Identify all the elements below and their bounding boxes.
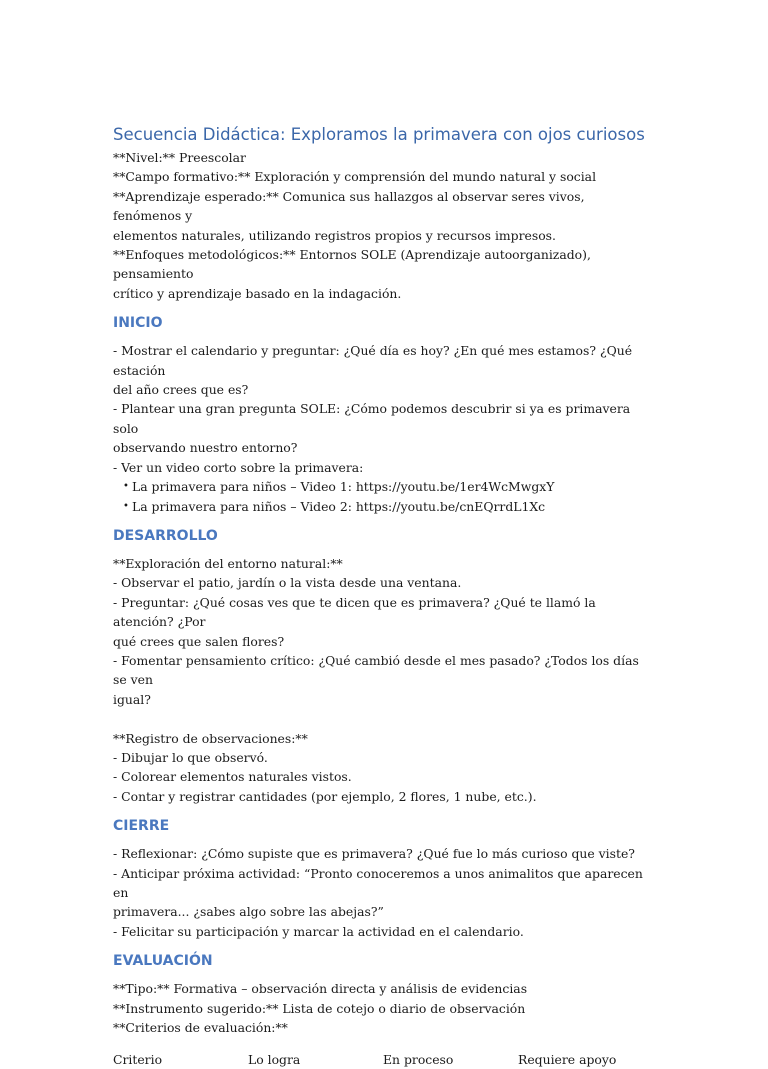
video-link-item[interactable]: • La primavera para niños – Video 2: https://youtu.be/cnEQrrdL1Xc: [125, 497, 653, 516]
text-line: - Anticipar próxima actividad: “Pronto conoceremos a unos animalitos que aparecen en: [113, 865, 643, 900]
section-cierre: [113, 844, 653, 941]
text-line: - Observar el patio, jardín o la vista desde una ventana.: [113, 575, 462, 591]
section-heading-desarrollo: DESARROLLO: [113, 527, 218, 544]
header-info: [113, 148, 653, 303]
text-line: - Contar y registrar cantidades (por ejemplo, 2 flores, 1 nube, etc.).: [113, 788, 537, 804]
text-line: - Ver un video corto sobre la primavera:: [113, 459, 364, 475]
section-heading-evaluacion: EVALUACIÓN: [113, 953, 213, 970]
document-page: [113, 124, 653, 1069]
section-heading-cierre: CIERRE: [113, 818, 170, 835]
text-line: - Dibujar lo que observó.: [113, 749, 268, 765]
text-line: qué crees que salen flores?: [113, 633, 285, 649]
text-line: - Colorear elementos naturales vistos.: [113, 769, 352, 785]
header-line: **Campo formativo:** Exploración y comprensión del mundo natural y social: [113, 169, 597, 185]
text-line: **Exploración del entorno natural:**: [113, 555, 343, 571]
text-line: **Instrumento sugerido:** Lista de cotejo o diario de observación: [113, 1000, 526, 1016]
text-line: - Felicitar su participación y marcar la actividad en el calendario.: [113, 923, 524, 939]
video-link-item[interactable]: • La primavera para niños – Video 1: https://youtu.be/1er4WcMwgxY: [125, 477, 653, 496]
text-line: - Fomentar pensamiento crítico: ¿Qué cambió desde el mes pasado? ¿Todos los días se ven: [113, 652, 639, 688]
header-line: **Aprendizaje esperado:** Comunica sus hallazgos al observar seres vivos, fenómenos y: [113, 188, 585, 224]
text-line: - Mostrar el calendario y preguntar: ¿Qué día es hoy? ¿En qué mes estamos? ¿Qué estación: [113, 343, 633, 378]
text-line: **Tipo:** Formativa – observación directa y análisis de evidencias: [113, 981, 528, 997]
section-desarrollo: [113, 554, 653, 806]
document-title: Secuencia Didáctica: Exploramos la primavera con ojos curiosos: [113, 125, 645, 144]
header-line: elementos naturales, utilizando registros propios y recursos impresos.: [113, 227, 556, 243]
table-header-cell: Lo logra: [248, 1052, 301, 1068]
text-line: - Preguntar: ¿Qué cosas ves que te dicen que es primavera? ¿Qué te llamó la atención? ¿Por: [113, 594, 596, 630]
header-line: **Nivel:** Preescolar: [113, 150, 246, 165]
table-header-cell: En proceso: [383, 1052, 454, 1068]
table-header-cell: Requiere apoyo: [518, 1052, 617, 1068]
header-line: **Enfoques metodológicos:** Entornos SOLE (Aprendizaje autoorganizado), pensamiento: [113, 247, 591, 282]
text-line: observando nuestro entorno?: [113, 440, 298, 456]
text-line: **Registro de observaciones:**: [113, 730, 308, 746]
section-inicio: [113, 341, 653, 516]
text-line: - Reflexionar: ¿Cómo supiste que es primavera? ¿Qué fue lo más curioso que viste?: [113, 846, 635, 862]
text-line: igual?: [113, 691, 151, 707]
text-line: del año crees que es?: [113, 382, 249, 398]
table-header-cell: Criterio: [113, 1052, 163, 1068]
video-list: [113, 477, 653, 516]
text-line: **Criterios de evaluación:**: [113, 1020, 288, 1036]
section-heading-inicio: INICIO: [113, 315, 163, 332]
text-line: primavera... ¿sabes algo sobre las abejas?”: [113, 904, 384, 920]
criteria-table-header: [113, 1050, 653, 1069]
text-line: - Plantear una gran pregunta SOLE: ¿Cómo podemos descubrir si ya es primavera solo: [113, 401, 631, 436]
section-evaluacion: [113, 979, 653, 1069]
header-line: crítico y aprendizaje basado en la indagación.: [113, 285, 402, 301]
